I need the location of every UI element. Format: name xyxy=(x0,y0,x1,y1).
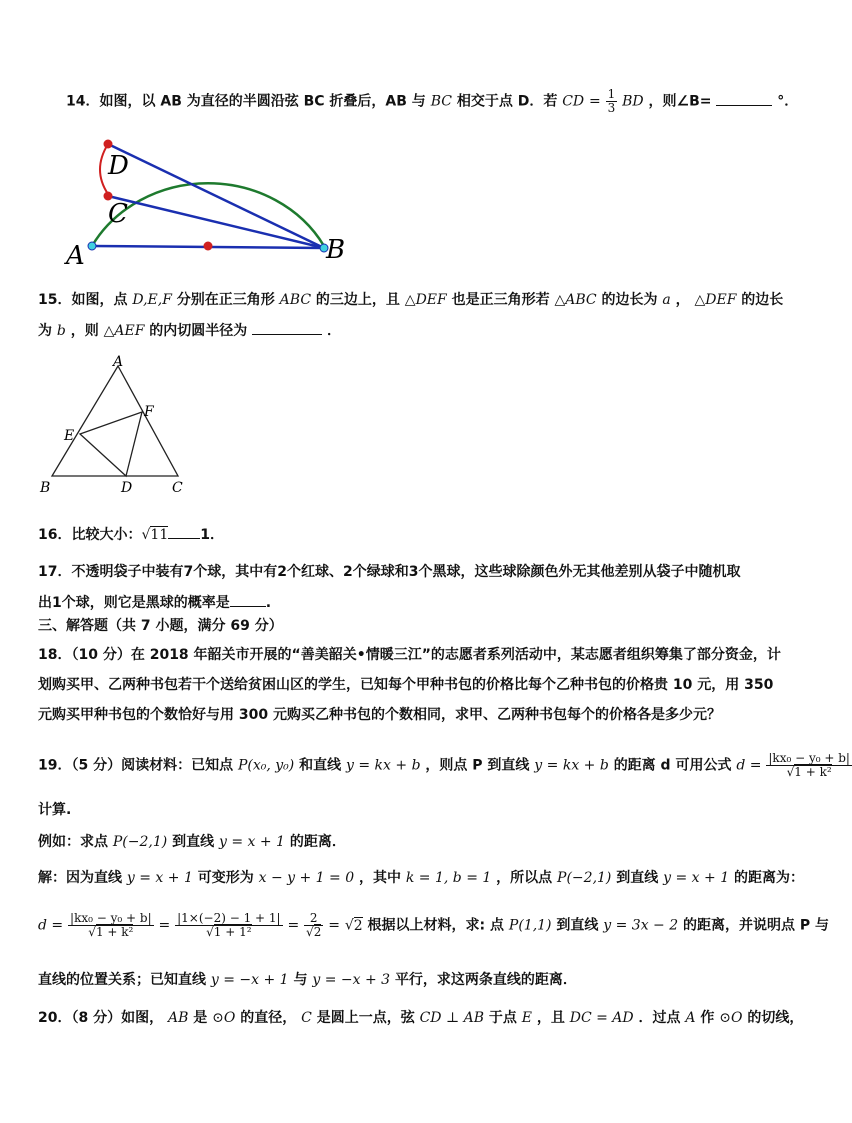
question-15-line1 xyxy=(38,290,783,310)
q15-points: D,E,F xyxy=(132,292,172,308)
q19-text-d: 的距离 d 可用公式 xyxy=(613,757,732,774)
q19-point-p: P(x₀, y₀) xyxy=(237,757,295,774)
q15-text-k: ． xyxy=(327,323,342,339)
q15-text-f: ， xyxy=(675,292,690,308)
q20-text-b: 是 xyxy=(193,1010,208,1026)
q19-formula-den-wrap: √1 + k² xyxy=(786,765,832,779)
q14-line-cb xyxy=(108,196,324,248)
q19-sol-b: 可变形为 xyxy=(197,870,254,886)
q20-text-g: ．过点 xyxy=(638,1010,681,1026)
q14-arc-cd: CD xyxy=(562,93,585,110)
q19-task-line: y = 3x − 2 xyxy=(603,917,679,934)
q14-frac-num: 1 xyxy=(607,87,616,101)
q15-answer-blank[interactable] xyxy=(252,320,322,335)
q15-text-a: 15．如图，点 xyxy=(38,292,128,308)
q19-calc-d2: 1 + 1² xyxy=(213,925,252,939)
q14-midpoint xyxy=(204,242,213,251)
q14-suffix: ，则∠B= xyxy=(648,93,712,110)
q15-text-g: 的边长 xyxy=(741,292,784,308)
question-19-computation xyxy=(38,912,829,939)
q20-text-e: 于点 xyxy=(488,1010,517,1026)
q14-fraction xyxy=(606,88,618,115)
question-17-line2 xyxy=(38,592,271,613)
q19-calc-eq-2: = xyxy=(287,917,300,934)
q15-label-f: F xyxy=(144,404,154,420)
q19-calc-n3: 2 xyxy=(304,912,323,926)
q20-dc-ad: DC = AD xyxy=(569,1010,634,1026)
q19-line-eq: y = kx + b xyxy=(346,757,421,774)
q16-answer-blank[interactable] xyxy=(168,524,200,539)
q16-prefix: 16．比较大小： xyxy=(38,527,142,543)
q15-text-i: ，则 xyxy=(70,323,99,339)
q19-formula-num: |kx₀ − y₀ + b| xyxy=(768,751,850,765)
q19-text-c: ，则点 P 到直线 xyxy=(425,757,530,774)
q19-last-line-2: y = −x + 3 xyxy=(312,972,391,988)
q20-text-d: 是圆上一点，弦 xyxy=(316,1010,415,1026)
q19-calc-lhs: d = xyxy=(38,917,64,934)
q15-var-a: a xyxy=(662,292,671,308)
q19-last-b: 与 xyxy=(293,972,308,988)
q19-task-point: P(1,1) xyxy=(508,917,552,934)
q14-arc-bc: BC xyxy=(430,93,452,110)
q19-formula-fraction xyxy=(766,752,852,779)
q19-calc-d3: 2 xyxy=(313,925,322,939)
q14-arc-bd: BD xyxy=(622,93,644,110)
question-19-calc: 计算. xyxy=(38,802,72,818)
question-15-line2 xyxy=(38,320,341,341)
q15-label-c: C xyxy=(172,480,183,496)
q19-sol-c: ，其中 xyxy=(359,870,401,886)
q17-line2-end: . xyxy=(265,595,272,611)
q20-circle-2: ⊙O xyxy=(719,1010,743,1026)
q17-answer-blank[interactable] xyxy=(230,592,266,607)
q14-label-c: C xyxy=(108,199,128,229)
q19-last-c: 平行，求这两条直线的距离． xyxy=(394,972,577,988)
q19-calc-d3-wrap: √2 xyxy=(306,925,322,939)
q14-point-a xyxy=(88,242,96,250)
q15-label-b: B xyxy=(40,480,51,496)
question-19-example xyxy=(38,832,346,852)
question-17-line1: 17．不透明袋子中装有7个球，其中有2个红球、2个绿球和3个黑球，这些球除颜色外无其他差别从袋子中随机取 xyxy=(38,564,741,580)
q20-point-a: A xyxy=(685,1010,696,1026)
q19-formula-lhs: d = xyxy=(736,757,762,774)
q19-sol-f: 的距离为： xyxy=(734,870,804,886)
q20-text-h: 作 xyxy=(700,1010,715,1026)
q19-calc-frac-3 xyxy=(304,912,323,939)
q19-calc-frac-1 xyxy=(68,912,154,939)
question-18-line1: 18．（10 分）在 2018 年韶关市开展的“善美韶关•情暖三江”的志愿者系列活动中，某志愿者组织筹集了部分资金，计 xyxy=(38,647,781,663)
q19-sol-line: y = x + 1 xyxy=(126,870,193,886)
q14-folded-arc xyxy=(100,144,108,194)
q19-task-b: 到直线 xyxy=(556,917,599,934)
q14-figure xyxy=(60,130,360,270)
q19-example-point: P(−2,1) xyxy=(112,834,168,850)
q20-text-f: ，且 xyxy=(536,1010,565,1026)
q16-radicand: 11 xyxy=(150,527,169,543)
q15-text-h: 为 xyxy=(38,323,52,339)
q19-formula-den: 1 + k² xyxy=(794,765,832,779)
q20-text-c: 的直径， xyxy=(240,1010,297,1026)
q19-calc-frac-2 xyxy=(175,912,282,939)
q20-text-a: 20．（8 分）如图， xyxy=(38,1010,164,1026)
q19-sol-line-2: y = x + 1 xyxy=(663,870,730,886)
q14-answer-blank[interactable] xyxy=(716,91,772,106)
q19-last-line-1: y = −x + 1 xyxy=(210,972,289,988)
q15-text-c: 的三边上，且 xyxy=(315,292,400,308)
q14-equals: = xyxy=(589,93,601,110)
q15-label-d: D xyxy=(121,480,133,496)
q14-line-db xyxy=(108,144,324,248)
question-19-solution xyxy=(38,868,804,888)
q19-example-line: y = x + 1 xyxy=(218,834,285,850)
q17-line2-text: 出1个球，则它是黑球的概率是 xyxy=(38,595,230,611)
q14-prefix: 14．如图，以 AB 为直径的半圆沿弦 BC 折叠后，AB 与 xyxy=(66,93,426,110)
q19-calc-n2: |1×(−2) − 1 + 1| xyxy=(177,911,281,925)
q15-abc: ABC xyxy=(279,292,312,308)
q19-sol-e: 到直线 xyxy=(616,870,659,886)
q15-text-e: 的边长为 xyxy=(601,292,658,308)
q19-last-a: 直线的位置关系；已知直线 xyxy=(38,972,206,988)
q16-sqrt-symbol: √ xyxy=(141,527,151,543)
q19-calc-d1-wrap: √1 + k² xyxy=(88,925,134,939)
q14-middle: 相交于点 D．若 xyxy=(456,93,558,110)
q15-text-b: 分别在正三角形 xyxy=(176,292,275,308)
q19-task-c: 的距离，并说明点 P 与 xyxy=(683,917,830,934)
q19-example-c: 的距离． xyxy=(289,834,346,850)
q19-calc-sqrt: √ xyxy=(344,917,354,934)
q19-task-a: 根据以上材料，求: 点 xyxy=(367,917,505,934)
q15-tri-abc: △ABC xyxy=(554,292,597,308)
q15-triangle-def xyxy=(80,412,142,476)
q19-sol-d: ，所以点 xyxy=(496,870,553,886)
question-19-line1 xyxy=(38,752,852,779)
q14-label-b: B xyxy=(326,235,346,265)
question-14-text xyxy=(66,88,798,115)
q15-var-b: b xyxy=(56,323,66,339)
q15-tri-def: △DEF xyxy=(404,292,447,308)
q15-label-e: E xyxy=(64,428,75,444)
q19-calc-result: 2 xyxy=(353,917,363,934)
q14-point-d xyxy=(104,140,113,149)
q14-end: °． xyxy=(777,93,799,110)
q15-tri-def-2: △DEF xyxy=(694,292,737,308)
q19-example-a: 例如：求点 xyxy=(38,834,108,850)
q19-calc-n1: |kx₀ − y₀ + b| xyxy=(70,911,152,925)
q15-text-d: 也是正三角形若 xyxy=(451,292,550,308)
q20-point-c: C xyxy=(301,1010,312,1026)
q19-sol-form: x − y + 1 = 0 xyxy=(258,870,355,886)
question-18-line2: 划购买甲、乙两种书包若干个送给贫困山区的学生，已知每个甲种书包的价格比每个乙种书包的价格贵 10 元，用 350 xyxy=(38,677,774,693)
q19-calc-eq-1: = xyxy=(158,917,171,934)
q20-text-i: 的切线， xyxy=(747,1010,804,1026)
q14-frac-den: 3 xyxy=(607,101,616,115)
q20-ab: AB xyxy=(167,1010,189,1026)
section-3-heading: 三、解答题（共 7 小题，满分 69 分） xyxy=(38,618,283,634)
q16-suffix: 1． xyxy=(200,527,224,543)
q15-figure xyxy=(36,352,196,497)
q20-circle: ⊙O xyxy=(212,1010,236,1026)
q19-sol-a: 解：因为直线 xyxy=(38,870,122,886)
q19-calc-d2-wrap: √1 + 1² xyxy=(206,925,252,939)
q15-tri-aef: △AEF xyxy=(103,323,145,339)
q14-label-d: D xyxy=(108,151,129,181)
q19-sol-kb: k = 1, b = 1 xyxy=(405,870,492,886)
q20-point-e: E xyxy=(521,1010,532,1026)
question-20-text xyxy=(38,1008,803,1028)
question-16-text xyxy=(38,524,224,545)
q20-cd-perp: CD ⊥ AB xyxy=(419,1010,484,1026)
q19-example-b: 到直线 xyxy=(172,834,215,850)
q15-label-a: A xyxy=(113,354,124,370)
q19-calc-d1: 1 + k² xyxy=(95,925,134,939)
q19-text-a: 19．（5 分）阅读材料：已知点 xyxy=(38,757,234,774)
q14-label-a: A xyxy=(66,241,85,271)
q19-text-b: 和直线 xyxy=(299,757,342,774)
q19-calc-eq-3: = xyxy=(328,917,340,934)
question-19-last xyxy=(38,970,577,990)
q19-sol-point: P(−2,1) xyxy=(557,870,612,886)
question-18-line3: 元购买甲种书包的个数恰好与用 300 元购买乙种书包的个数相同，求甲、乙两种书包每个的价格各是多少元？ xyxy=(38,707,721,723)
q19-line-eq-2: y = kx + b xyxy=(534,757,609,774)
q15-text-j: 的内切圆半径为 xyxy=(149,323,248,339)
